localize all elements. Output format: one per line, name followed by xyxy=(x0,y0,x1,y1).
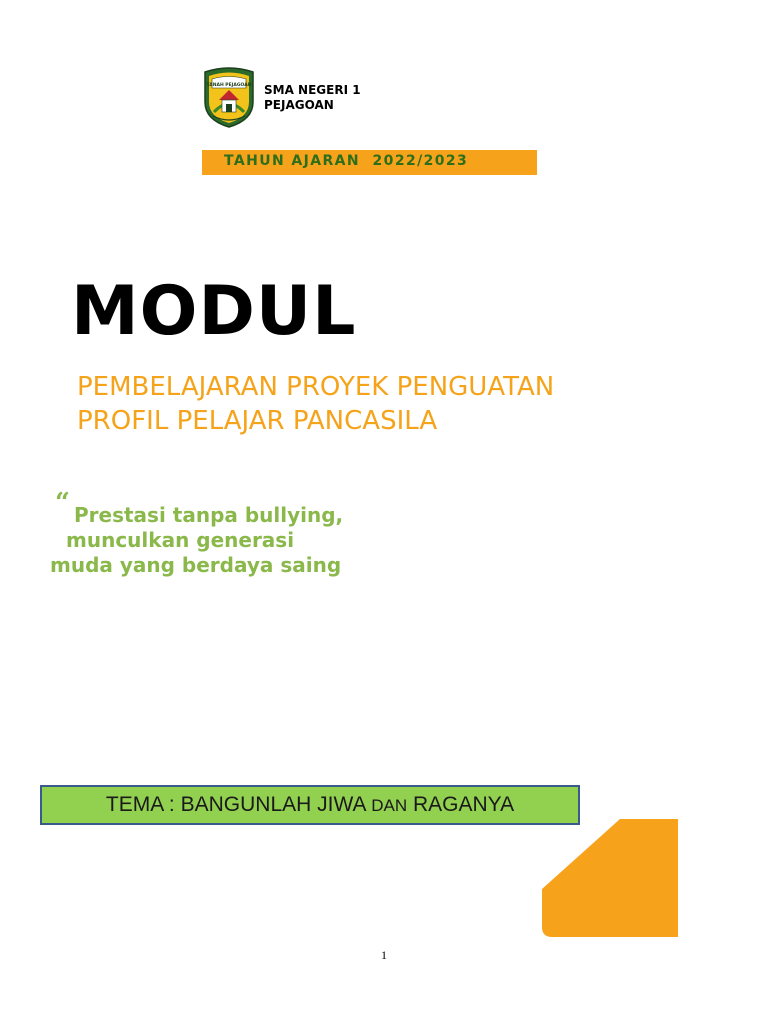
subtitle-line2: PROFIL PELAJAR PANCASILA xyxy=(77,406,438,436)
school-crest-icon xyxy=(201,66,257,128)
theme-box xyxy=(40,785,580,825)
school-name xyxy=(264,83,361,113)
subtitle-line1: PEMBELAJARAN PROYEK PENGUATAN xyxy=(77,372,555,402)
page-number: 1 xyxy=(381,948,387,962)
quote-line2: munculkan generasi xyxy=(66,528,295,552)
quote-line1: Prestasi tanpa bullying, xyxy=(74,503,344,527)
decorative-corner-path xyxy=(542,819,678,937)
theme-text-part3: RAGANYA xyxy=(407,793,515,816)
academic-year-banner: TAHUN AJARAN 2022/2023 xyxy=(202,150,537,175)
page-title: MODUL xyxy=(71,272,357,351)
theme-text-part2: DAN xyxy=(371,796,408,815)
quote-line3: muda yang berdaya saing xyxy=(50,553,342,577)
svg-text:TANAH PEJAGOAN: TANAH PEJAGOAN xyxy=(206,83,252,88)
decorative-corner-shape xyxy=(542,819,678,937)
school-name-line2: PEJAGOAN xyxy=(264,98,334,112)
page-subtitle xyxy=(77,370,554,438)
quote-mark: “ xyxy=(55,488,70,518)
theme-text-part1: TEMA : BANGUNLAH JIWA xyxy=(105,793,372,816)
school-name-line1: SMA NEGERI 1 xyxy=(264,83,361,97)
